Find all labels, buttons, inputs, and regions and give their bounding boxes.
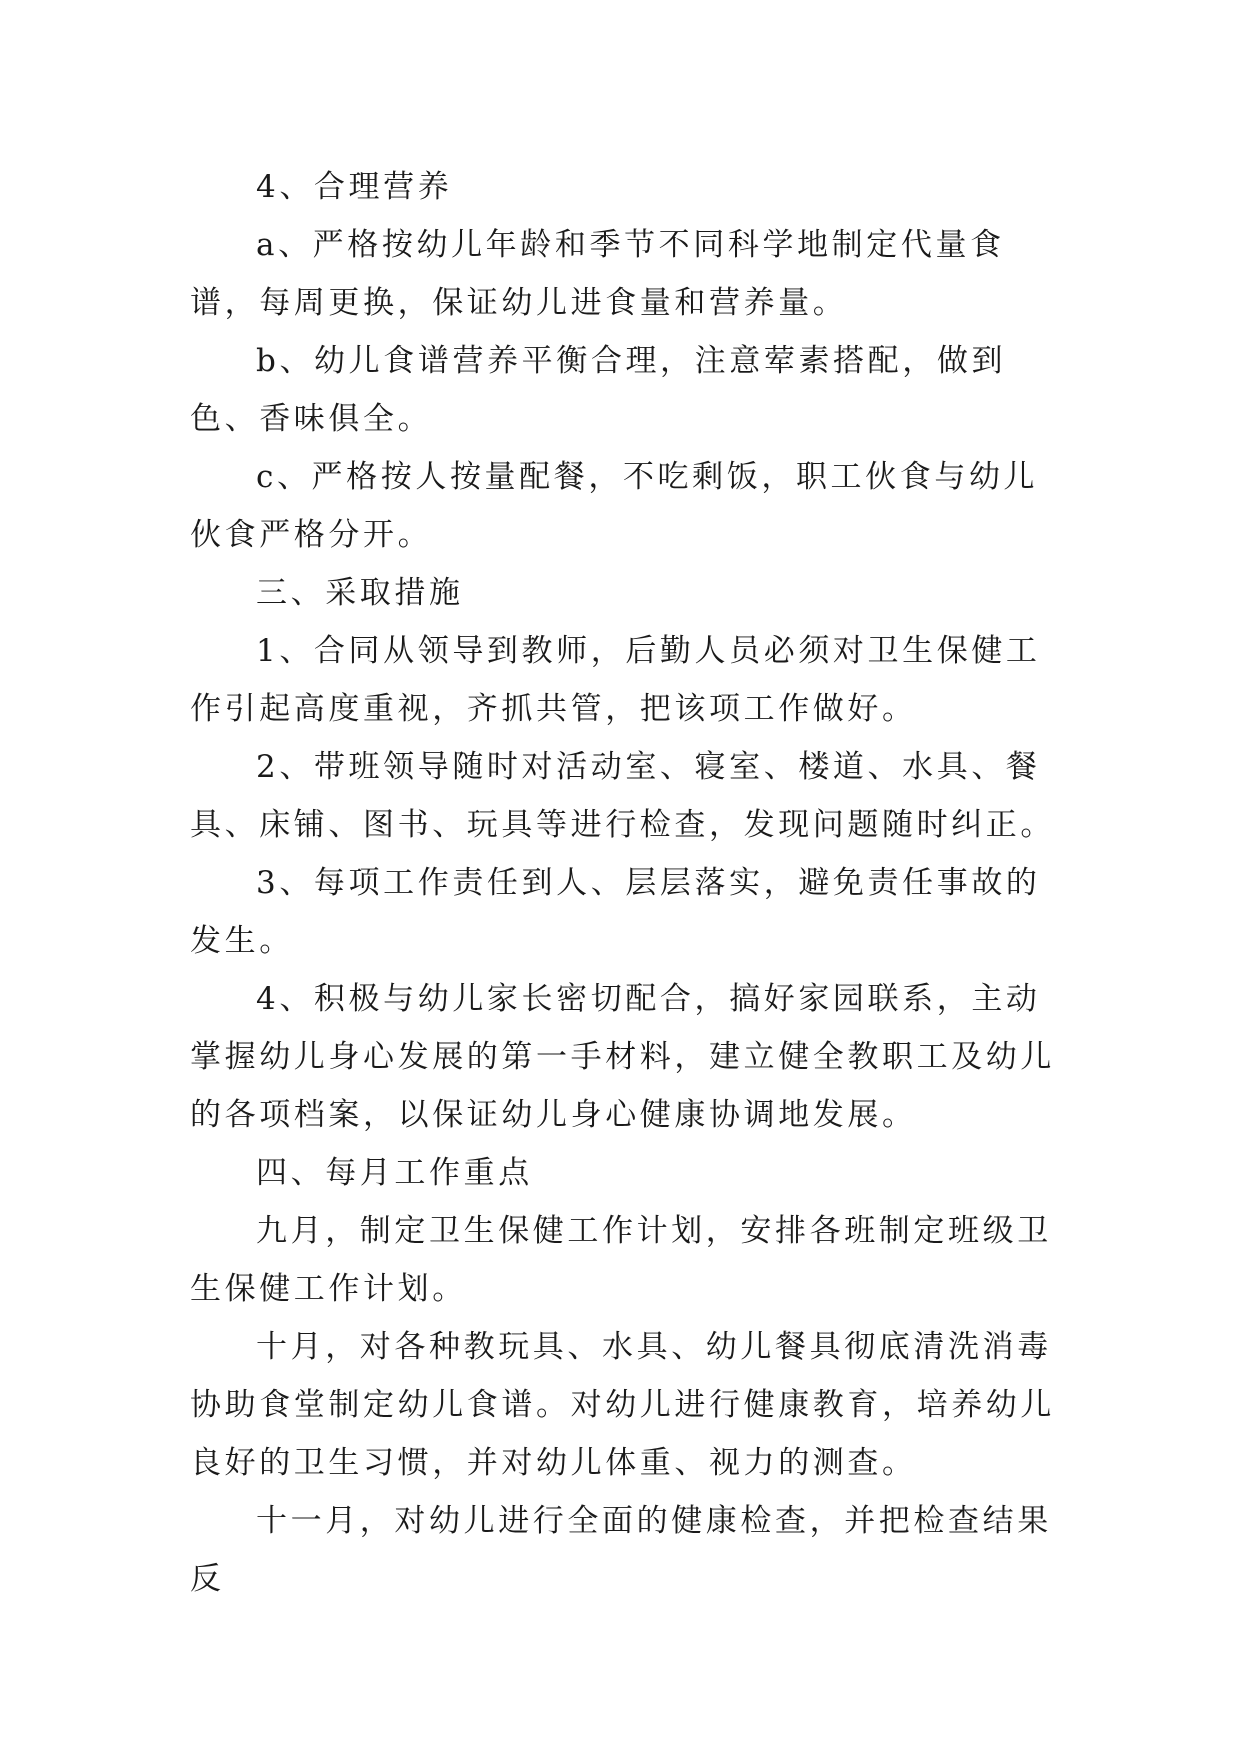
document-body [190,158,1070,1608]
paragraph-nutrition-c: c、严格按人按量配餐，不吃剩饭，职工伙食与幼儿伙食严格分开。 [190,459,1039,553]
section-heading-monthly: 四、每月工作重点 [256,1155,533,1191]
paragraph-measure-3: 3、每项工作责任到人、层层落实，避免责任事故的发生。 [190,865,1041,959]
paragraph-nutrition-b: b、幼儿食谱营养平衡合理，注意荤素搭配，做到色、香味俱全。 [190,343,1007,437]
paragraph-november: 十一月，对幼儿进行全面的健康检查，并把检查结果反 [190,1503,1052,1597]
paragraph-measure-2: 2、带班领导随时对活动室、寝室、楼道、水具、餐具、床铺、图书、玩具等进行检查，发现问题随时纠正。 [190,749,1055,843]
paragraph-nutrition-heading: 4、合理营养 [256,169,453,205]
paragraph-measure-1: 1、合同从领导到教师，后勤人员必须对卫生保健工作引起高度重视，齐抓共管，把该项工作做好。 [190,633,1041,727]
paragraph-measure-4: 4、积极与幼儿家长密切配合，搞好家园联系，主动掌握幼儿身心发展的第一手材料，建立健全教职工及幼儿的各项档案，以保证幼儿身心健康协调地发展。 [190,981,1055,1133]
paragraph-september: 九月，制定卫生保健工作计划，安排各班制定班级卫生保健工作计划。 [190,1213,1052,1307]
paragraph-october: 十月，对各种教玩具、水具、幼儿餐具彻底清洗消毒协助食堂制定幼儿食谱。对幼儿进行健康教育，培养幼儿良好的卫生习惯，并对幼儿体重、视力的测查。 [190,1329,1055,1481]
paragraph-nutrition-a: a、严格按幼儿年龄和季节不同科学地制定代量食谱，每周更换，保证幼儿进食量和营养量。 [190,227,1005,321]
section-heading-measures: 三、采取措施 [256,575,464,611]
